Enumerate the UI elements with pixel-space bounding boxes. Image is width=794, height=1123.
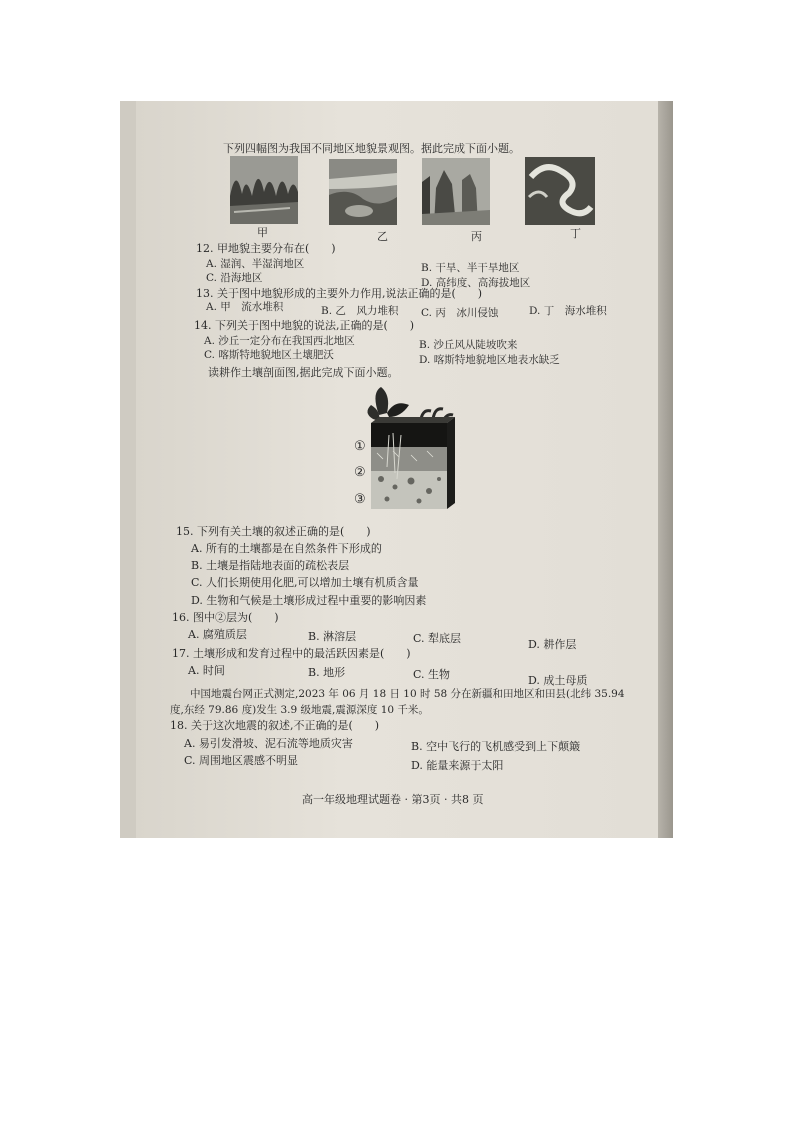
wind-deposit-landscape-photo bbox=[329, 159, 397, 225]
q14-option-b: B. 沙丘风从陡坡吹来 bbox=[419, 339, 518, 351]
q18-option-a: A. 易引发滑坡、泥石流等地质灾害 bbox=[184, 737, 353, 750]
q18-option-d: D. 能量来源于太阳 bbox=[411, 759, 504, 772]
q13-stem: 13. 关于图中地貌形成的主要外力作用,说法正确的是( ) bbox=[196, 287, 483, 300]
q16-option-c: C. 犁底层 bbox=[413, 632, 462, 645]
earthquake-passage-line1: 中国地震台网正式测定,2023 年 06 月 18 日 10 时 58 分在新疆和田地区和田县(北纬 35.94 bbox=[190, 688, 625, 700]
q16-stem: 16. 图中②层为( ) bbox=[172, 611, 279, 624]
q18-option-c: C. 周围地区震感不明显 bbox=[184, 754, 299, 767]
q14-option-a: A. 沙丘一定分布在我国西北地区 bbox=[204, 335, 355, 347]
coastal-cliff-landscape-photo bbox=[422, 158, 490, 225]
q15-option-a: A. 所有的土壤都是在自然条件下形成的 bbox=[191, 542, 382, 555]
landscape-label-ding: 丁 bbox=[570, 227, 581, 240]
q13-option-c: C. 丙 冰川侵蚀 bbox=[421, 307, 499, 319]
q15-option-b: B. 土壤是指陆地表面的疏松表层 bbox=[191, 559, 350, 572]
intro-landforms: 下列四幅图为我国不同地区地貌景观图。据此完成下面小题。 bbox=[223, 142, 520, 155]
q12-option-d: D. 高纬度、高海拔地区 bbox=[421, 277, 531, 289]
earthquake-passage-line2: 度,东经 79.86 度)发生 3.9 级地震,震源深度 10 千米。 bbox=[170, 704, 429, 716]
q15-option-c: C. 人们长期使用化肥,可以增加土壤有机质含量 bbox=[191, 576, 419, 589]
q17-stem: 17. 土壤形成和发育过程中的最活跃因素是( ) bbox=[172, 647, 411, 660]
q14-option-d: D. 喀斯特地貌地区地表水缺乏 bbox=[419, 354, 560, 366]
karst-landscape-photo bbox=[230, 156, 298, 224]
q16-option-d: D. 耕作层 bbox=[528, 638, 577, 651]
meander-river-landscape-photo bbox=[525, 157, 595, 225]
q17-option-c: C. 生物 bbox=[413, 668, 451, 681]
q12-option-c: C. 沿海地区 bbox=[206, 272, 263, 284]
q15-option-d: D. 生物和气候是土壤形成过程中重要的影响因素 bbox=[191, 594, 427, 607]
q18-option-b: B. 空中飞行的飞机感受到上下颠簸 bbox=[411, 740, 581, 753]
soil-layer-1-marker: ① bbox=[354, 439, 366, 454]
landscape-label-jia: 甲 bbox=[257, 226, 268, 239]
q14-stem: 14. 下列关于图中地貌的说法,正确的是( ) bbox=[194, 319, 415, 332]
q12-option-a: A. 湿润、半湿润地区 bbox=[206, 258, 305, 270]
q16-option-b: B. 淋溶层 bbox=[308, 630, 357, 643]
q13-option-d: D. 丁 海水堆积 bbox=[529, 305, 607, 317]
q12-option-b: B. 干旱、半干旱地区 bbox=[421, 262, 520, 274]
q16-option-a: A. 腐殖质层 bbox=[188, 628, 247, 641]
q17-option-b: B. 地形 bbox=[308, 666, 346, 679]
q17-option-a: A. 时间 bbox=[188, 664, 225, 677]
q17-option-d: D. 成土母质 bbox=[528, 674, 588, 687]
q13-option-b: B. 乙 风力堆积 bbox=[321, 305, 399, 317]
soil-profile-diagram bbox=[351, 383, 461, 533]
q14-option-c: C. 喀斯特地貌地区土壤肥沃 bbox=[204, 349, 334, 361]
exam-page-photo bbox=[120, 101, 673, 838]
soil-layer-3-marker: ③ bbox=[354, 492, 366, 507]
q13-option-a: A. 甲 流水堆积 bbox=[206, 301, 284, 313]
soil-layer-2-marker: ② bbox=[354, 465, 366, 480]
q15-stem: 15. 下列有关土壤的叙述正确的是( ) bbox=[176, 525, 371, 538]
exam-sheet bbox=[136, 101, 658, 838]
q18-stem: 18. 关于这次地震的叙述,不正确的是( ) bbox=[170, 719, 380, 732]
intro-soil: 读耕作土壤剖面图,据此完成下面小题。 bbox=[208, 366, 399, 379]
page-footer: 高一年级地理试题卷 · 第3页 · 共8 页 bbox=[302, 793, 484, 806]
landscape-label-yi: 乙 bbox=[377, 230, 388, 243]
q12-stem: 12. 甲地貌主要分布在( ) bbox=[196, 242, 336, 255]
landscape-label-bing: 丙 bbox=[471, 230, 482, 243]
